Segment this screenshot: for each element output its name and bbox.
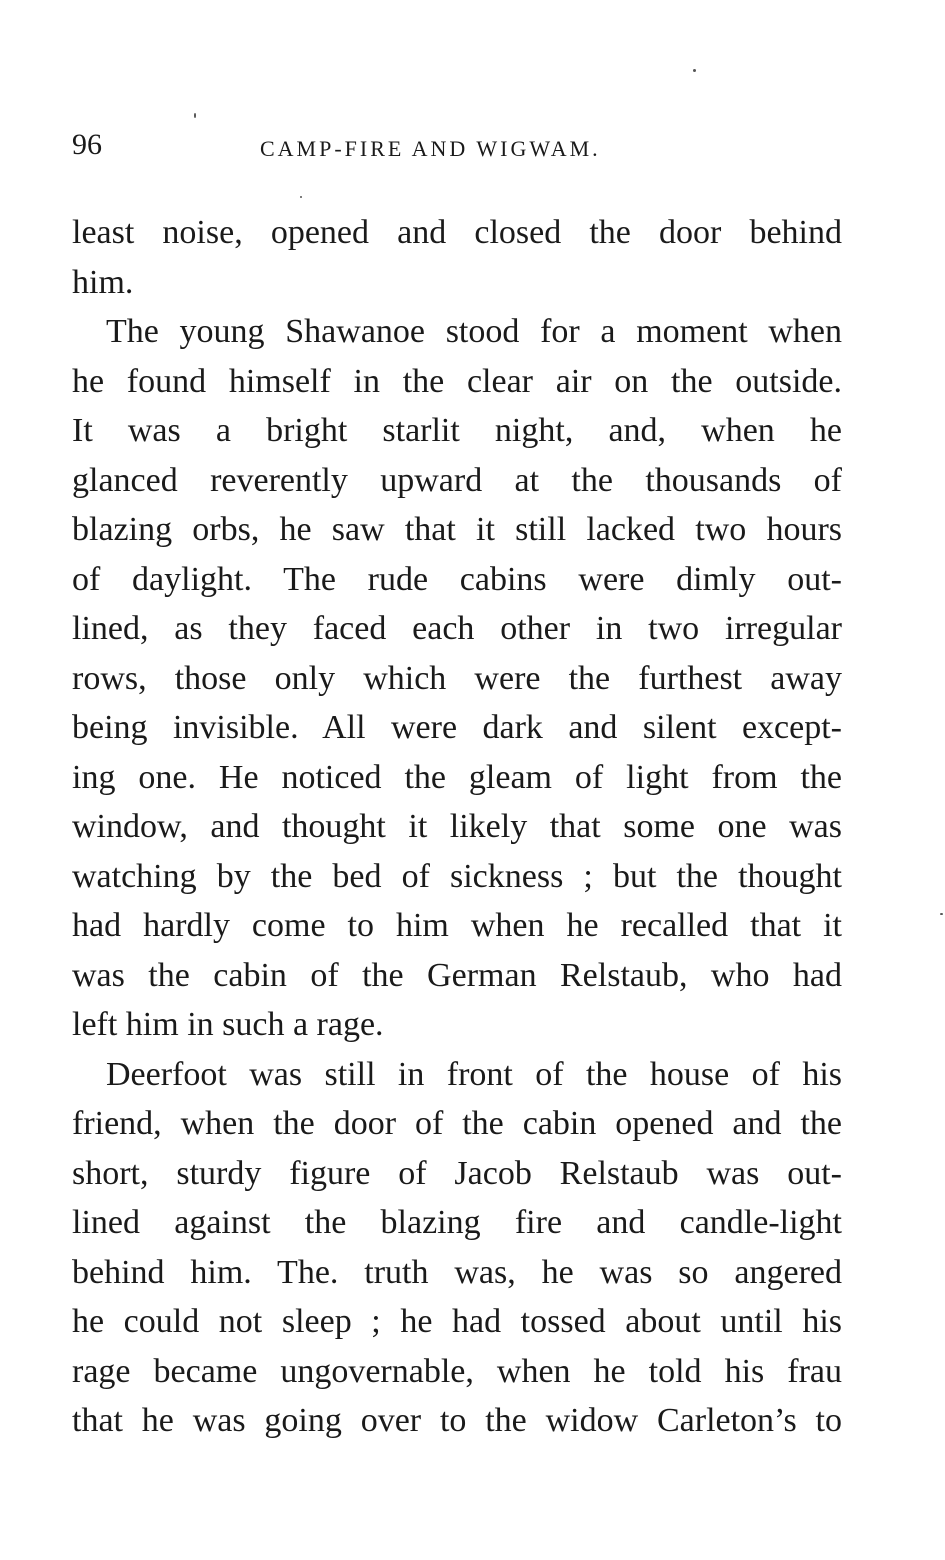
text-line: It was a bright starlit night, and, when he (72, 412, 842, 449)
text-line: behind him. The. truth was, he was so angered (72, 1253, 842, 1291)
text-line: he could not sleep ; he had tossed about until his (72, 1303, 842, 1340)
body-text (72, 208, 842, 1446)
ink-speck (693, 69, 696, 72)
paragraph-3 (72, 1050, 842, 1446)
text-line: him. (72, 263, 134, 301)
text-line: friend, when the door of the cabin opened and the (72, 1105, 842, 1142)
text-line: lined against the blazing fire and candle-light (72, 1204, 842, 1241)
text-line: window, and thought it likely that some one was (72, 808, 842, 845)
text-line: he found himself in the clear air on the outside. (72, 362, 842, 400)
text-line: was the cabin of the German Relstaub, who had (72, 956, 842, 994)
paragraph-1 (72, 208, 842, 307)
text-line: being invisible. All were dark and silent except- (72, 709, 842, 746)
text-line: blazing orbs, he saw that it still lacked two hours (72, 511, 842, 548)
text-line: glanced reverently upward at the thousands of (72, 461, 842, 499)
running-title: CAMP-FIRE AND WIGWAM. (260, 136, 601, 161)
text-line: ing one. He noticed the gleam of light from the (72, 758, 842, 796)
ink-speck (940, 913, 943, 915)
page-header (72, 128, 842, 172)
text-line: that he was going over to the widow Carleton’s to (72, 1402, 842, 1439)
text-line: left him in such a rage. (72, 1006, 384, 1043)
page-number: 96 (72, 128, 102, 161)
text-line: The young Shawanoe stood for a moment when (106, 313, 842, 350)
text-line: least noise, opened and closed the door behind (72, 214, 842, 251)
text-line: watching by the bed of sickness ; but the thought (72, 857, 842, 895)
text-line: short, sturdy figure of Jacob Relstaub was out- (72, 1154, 842, 1192)
text-line: of daylight. The rude cabins were dimly out- (72, 560, 842, 598)
text-line: had hardly come to him when he recalled that it (72, 907, 842, 944)
ink-speck (194, 113, 196, 118)
text-line: rows, those only which were the furthest away (72, 659, 842, 697)
ink-speck (300, 196, 302, 198)
text-line: Deerfoot was still in front of the house of his (106, 1055, 842, 1093)
text-line: lined, as they faced each other in two irregular (72, 610, 842, 647)
paragraph-2 (72, 307, 842, 1050)
text-line: rage became ungovernable, when he told his frau (72, 1352, 842, 1390)
